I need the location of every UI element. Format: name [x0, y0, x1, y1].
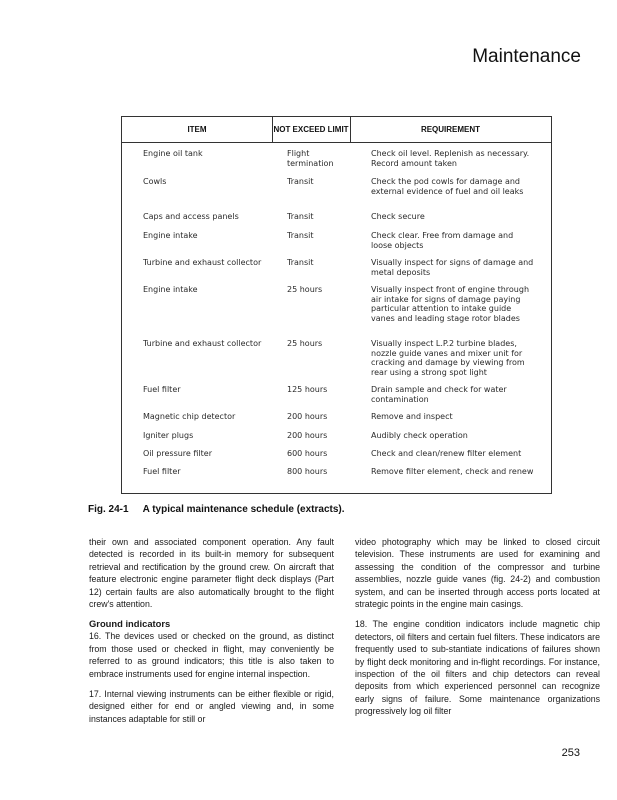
page-header-title: Maintenance [472, 46, 581, 67]
figure-caption [88, 504, 345, 515]
cell-item: Fuel filter [143, 385, 181, 394]
cell-item: Oil pressure filter [143, 449, 212, 458]
header-item: ITEM [187, 125, 207, 134]
header-limit: NOT EXCEED LIMIT [273, 125, 349, 134]
paragraph: their own and associated component operation. Any fault detected is recorded in its built-in memory for subsequent retrieval and rectification by the ground crew. On aircraft that feature electronic engine parameter flight deck displays (Part 12) certain faults are also automatically brought to the flight crew's attention. [89, 537, 334, 610]
cell-requirement: Check and clean/renew filter element [371, 449, 522, 458]
cell-limit: 125 hours [287, 385, 328, 394]
cell-requirement: Audibly check operation [371, 431, 468, 440]
cell-item: Engine intake [143, 231, 198, 240]
section-heading: Ground indicators [89, 618, 171, 630]
header-requirement: REQUIREMENT [420, 125, 481, 134]
cell-limit: 800 hours [287, 467, 328, 476]
cell-requirement: Remove and inspect [371, 412, 453, 421]
page-number: 253 [561, 747, 580, 759]
cell-requirement: Visually inspect front of engine through air intake for signs of damage paying particular attention to intake guide vanes and leading stage rotor blades [371, 285, 530, 323]
paragraph: 17. Internal viewing instruments can be either flexible or rigid, designed either for end or angled viewing and, in some instances adaptable for still or [89, 689, 334, 724]
cell-requirement: Visually inspect L.P.2 turbine blades, nozzle guide vanes and mixer unit for cracking and damage by viewing from rear using a strong spot light [371, 339, 525, 377]
maintenance-schedule-table [121, 116, 552, 494]
left-text-column [89, 536, 334, 733]
cell-limit: Flight termination [287, 149, 334, 168]
cell-item: Engine intake [143, 285, 198, 294]
cell-limit: Transit [287, 231, 314, 240]
cell-item: Magnetic chip detector [143, 412, 236, 421]
cell-limit: 600 hours [287, 449, 328, 458]
cell-item: Engine oil tank [143, 149, 203, 158]
cell-item: Turbine and exhaust collector [143, 258, 262, 267]
paragraph: video photography which may be linked to closed circuit television. These instruments are used for examining and assessing the condition of the compressor and turbine assemblies, nozzle guide vanes (fig. 24-2) and combustion system, and can be inserted through access ports located at strategic points in the engine main casings. [355, 537, 600, 610]
cell-item: Caps and access panels [143, 212, 239, 221]
paragraph: 16. The devices used or checked on the ground, as distinct from those used or checked in flight, may conveniently be referred to as ground indicators; this title is also taken to embrace instruments used for engine internal inspection. [89, 631, 334, 679]
figure-number: Fig. 24-1 [88, 504, 129, 515]
cell-limit: Transit [287, 212, 314, 221]
cell-item: Igniter plugs [143, 431, 194, 440]
cell-limit: Transit [287, 177, 314, 186]
header-rule [122, 142, 551, 143]
cell-requirement: Remove filter element, check and renew [371, 467, 534, 476]
cell-requirement: Check oil level. Replenish as necessary. Record amount taken [371, 149, 530, 168]
figure-caption-text: A typical maintenance schedule (extracts). [142, 504, 345, 515]
paragraph: 18. The engine condition indicators include magnetic chip detectors, oil filters and certain fuel filters. These indicators are frequently used to sub-stantiate indications of failures shown by flight deck monitoring and in-flight recordings. For instance, inspection of the oil filters and chip detectors can reveal deposits from which experienced personnel can recognize early signs of failure. Some maintenance organizations progressively log oil filter [355, 619, 600, 717]
cell-item: Turbine and exhaust collector [143, 339, 262, 348]
cell-item: Cowls [143, 177, 167, 186]
cell-item: Fuel filter [143, 467, 181, 476]
cell-requirement: Check clear. Free from damage and loose objects [371, 231, 514, 250]
cell-limit: Transit [287, 258, 314, 267]
cell-requirement: Drain sample and check for water contamination [371, 385, 507, 404]
cell-requirement: Check secure [371, 212, 425, 221]
cell-limit: 200 hours [287, 412, 328, 421]
cell-requirement: Check the pod cowls for damage and external evidence of fuel and oil leaks [371, 177, 524, 196]
right-text-column [355, 536, 600, 726]
cell-requirement: Visually inspect for signs of damage and metal deposits [371, 258, 534, 277]
cell-limit: 25 hours [287, 285, 323, 294]
cell-limit: 25 hours [287, 339, 323, 348]
cell-limit: 200 hours [287, 431, 328, 440]
